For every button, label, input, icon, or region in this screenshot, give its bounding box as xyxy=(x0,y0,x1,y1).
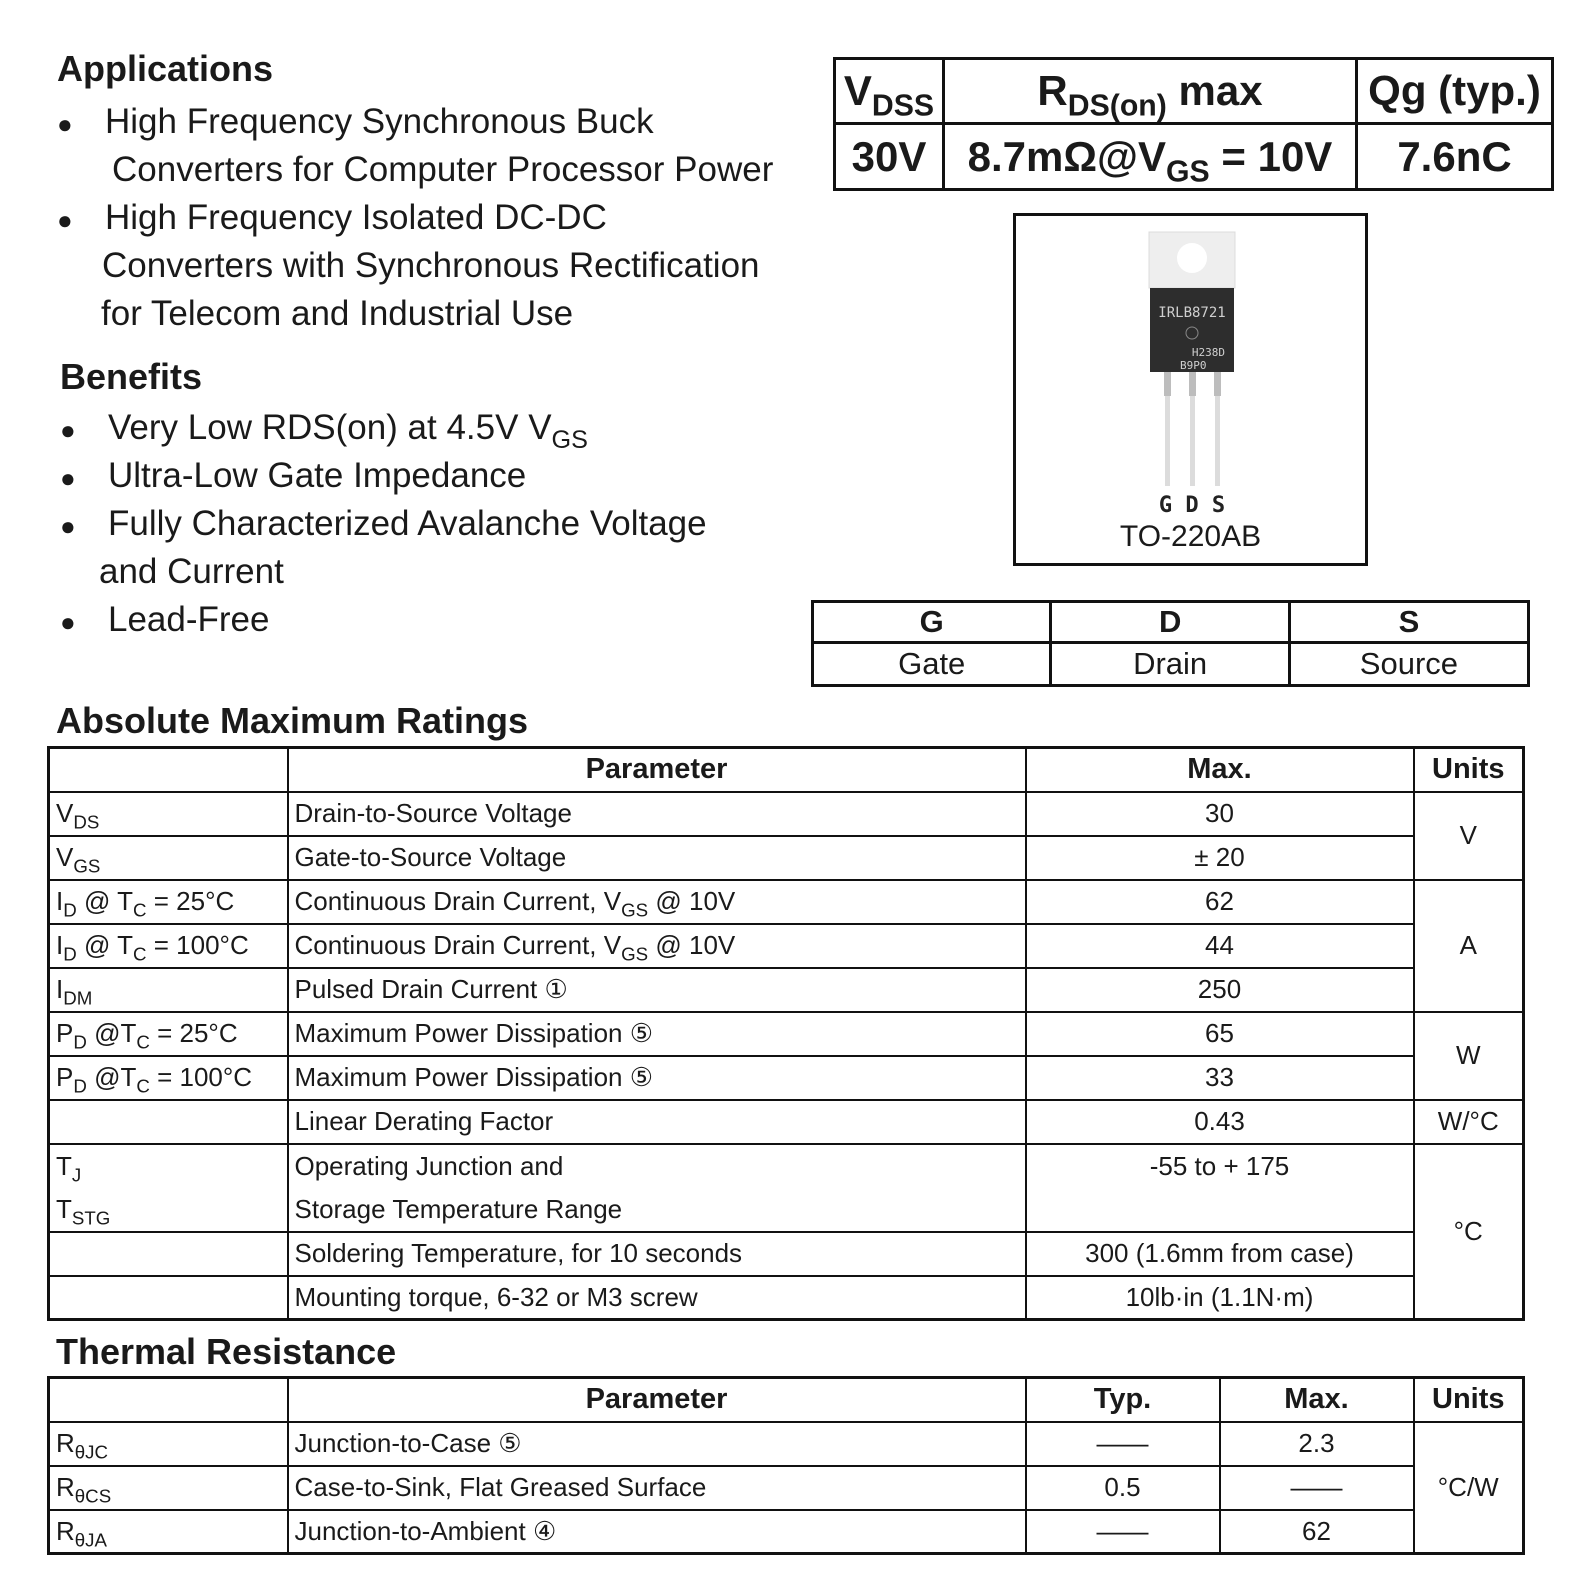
bullet-icon: ● xyxy=(60,415,76,445)
unit-cell: A xyxy=(1414,880,1524,1012)
list-item: ● Fully Characterized Avalanche Voltage and Current xyxy=(60,504,707,591)
amr-heading: Absolute Maximum Ratings xyxy=(56,700,529,741)
pin-letter: G xyxy=(813,602,1051,643)
vdss-value: 30V xyxy=(835,124,944,190)
bullet-icon: ● xyxy=(60,607,76,637)
col-parameter: Parameter xyxy=(288,1378,1026,1422)
pin-letter: D xyxy=(1051,602,1289,643)
pin-letter: S xyxy=(1289,602,1528,643)
qg-value: 7.6nC xyxy=(1357,124,1553,190)
applications-list xyxy=(57,98,817,338)
pin-name: Source xyxy=(1289,643,1528,686)
to220-package-image xyxy=(1016,216,1365,563)
unit-cell: V xyxy=(1414,792,1524,880)
table-row: $V_{GS}$ Gate-to-Source Voltage ± 20 xyxy=(49,836,1524,880)
unit-cell: °C xyxy=(1414,1144,1524,1320)
amr-table xyxy=(47,746,1525,1321)
col-units: Units xyxy=(1414,1378,1524,1422)
pin-name: Gate xyxy=(813,643,1051,686)
table-header-row xyxy=(49,748,1524,792)
table-row: Linear Derating Factor 0.43 W/°C xyxy=(49,1100,1524,1144)
list-item: ● Lead-Free xyxy=(60,596,780,644)
table-row: $R_{\theta JA}$ Junction-to-Ambient ④ —— 62 xyxy=(49,1510,1524,1554)
pin-table xyxy=(811,600,1530,687)
table-row: $P_D$ $@T_C = 100^\circ C$ Maximum Power Dissipation ⑤ 33 xyxy=(49,1056,1524,1100)
pin-labels: G D S xyxy=(1158,493,1226,518)
package-image-box xyxy=(1013,213,1368,566)
unit-cell: W/°C xyxy=(1414,1100,1524,1144)
applications-heading: Applications xyxy=(57,48,274,89)
vdss-header: $V_{DSS}$ xyxy=(835,59,944,124)
bullet-icon: ● xyxy=(57,205,73,235)
unit-cell: W xyxy=(1414,1012,1524,1100)
col-units: Units xyxy=(1414,748,1524,792)
table-row: $V_{DS}$ Drain-to-Source Voltage 30 V xyxy=(49,792,1524,836)
table-row: Soldering Temperature, for 10 seconds 300 (1.6mm from case) xyxy=(49,1232,1524,1276)
col-parameter: Parameter xyxy=(288,748,1026,792)
col-max: Max. xyxy=(1026,748,1414,792)
table-row: Mounting torque, 6-32 or M3 screw 10lb·in (1.1N·m) xyxy=(49,1276,1524,1320)
table-row: $I_D$ @ $T_C = 100^\circ C$ Continuous Drain Current, $V_{GS}$ @ 10V 44 xyxy=(49,924,1524,968)
table-row: $P_D$ $@T_C = 25^\circ C$ Maximum Power Dissipation ⑤ 65 W xyxy=(49,1012,1524,1056)
benefits-heading: Benefits xyxy=(60,356,203,397)
qg-header: Qg (typ.) xyxy=(1357,59,1553,124)
lot-code: B9P0 xyxy=(1180,359,1207,372)
unit-cell: °C/W xyxy=(1414,1422,1524,1554)
part-marking: IRLB8721 xyxy=(1158,305,1226,321)
date-code: H238D xyxy=(1191,346,1225,359)
rds-value: $8.7m\Omega@V_{GS} = 10V$ xyxy=(944,124,1357,190)
package-name: TO-220AB xyxy=(1119,520,1262,553)
table-row: $I_D$ @ $T_C = 25^\circ C$ Continuous Drain Current, $V_{GS}$ @ 10V 62 A xyxy=(49,880,1524,924)
rds-header: $R_{DS(on)}$ max xyxy=(944,59,1357,124)
list-item: ● High Frequency Synchronous Buck Converters for Computer Processor Power xyxy=(57,102,774,189)
table-row: $R_{\theta CS}$ Case-to-Sink, Flat Greased Surface 0.5 —— xyxy=(49,1466,1524,1510)
list-item: ● Ultra-Low Gate Impedance xyxy=(60,452,780,500)
table-row: $R_{\theta JC}$ Junction-to-Case ⑤ —— 2.3 °C/W xyxy=(49,1422,1524,1466)
bullet-icon: ● xyxy=(60,463,76,493)
table-row: $T_J$ $T_{STG}$ Operating Junction and Storage Temperature Range -55 to + 175 °C xyxy=(49,1144,1524,1232)
bullet-icon: ● xyxy=(57,109,73,139)
list-item: ● High Frequency Isolated DC-DC Converters with Synchronous Rectification for Telecom and Industrial Use xyxy=(57,198,760,333)
benefits-list xyxy=(60,404,780,644)
col-max: Max. xyxy=(1220,1378,1414,1422)
thermal-heading: Thermal Resistance xyxy=(56,1331,397,1372)
table-row: $I_{DM}$ Pulsed Drain Current ① 250 xyxy=(49,968,1524,1012)
key-spec-table xyxy=(833,57,1554,191)
pin-name: Drain xyxy=(1051,643,1289,686)
table-header-row xyxy=(49,1378,1524,1422)
bullet-icon: ● xyxy=(60,511,76,541)
thermal-table xyxy=(47,1376,1525,1555)
list-item: ● Very Low RDS(on) at 4.5V $V_{GS}$ xyxy=(60,408,588,454)
col-typ: Typ. xyxy=(1026,1378,1220,1422)
